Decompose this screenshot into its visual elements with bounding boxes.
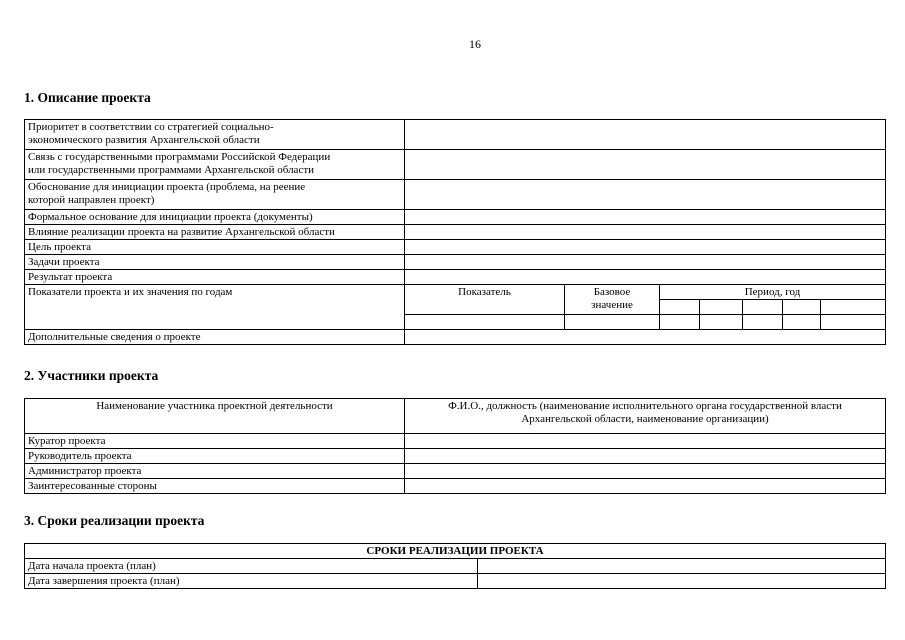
section-3-title: 3. Сроки реализации проекта (24, 513, 205, 528)
row-indicators-label: Показатели проекта и их значения по годам (25, 285, 405, 330)
period-value-cell[interactable] (660, 315, 700, 330)
page-number: 16 (469, 37, 481, 51)
period-value-cell[interactable] (700, 315, 743, 330)
row-formal-basis-value[interactable] (405, 210, 886, 225)
row-result-label: Результат проекта (25, 270, 405, 285)
row-justification-label: Обоснование для инициации проекта (проблема, на реение которой направлен проект) (25, 180, 405, 210)
project-description-table (24, 119, 886, 345)
period-year-cell[interactable] (660, 300, 700, 315)
row-programs-link-value[interactable] (405, 150, 886, 180)
row-priority-label: Приоритет в соответствии со стратегией социально- экономического развития Архангельской области (25, 120, 405, 150)
participants-table (24, 398, 886, 494)
row-leader-value[interactable] (405, 449, 886, 464)
row-impact-label: Влияние реализации проекта на развитие Архангельской области (25, 225, 405, 240)
base-value-header: Базовое значение (565, 285, 660, 315)
period-year-cell[interactable] (821, 300, 886, 315)
row-goal-value[interactable] (405, 240, 886, 255)
indicator-header: Показатель (405, 285, 565, 315)
row-justification-value[interactable] (405, 180, 886, 210)
period-year-cell[interactable] (783, 300, 821, 315)
timeline-header: СРОКИ РЕАЛИЗАЦИИ ПРОЕКТА (25, 544, 886, 559)
row-priority-value[interactable] (405, 120, 886, 150)
indicator-value-cell[interactable] (405, 315, 565, 330)
period-value-cell[interactable] (821, 315, 886, 330)
row-stakeholders-label: Заинтересованные стороны (25, 479, 405, 494)
base-value-cell[interactable] (565, 315, 660, 330)
participant-name-header: Наименование участника проектной деятельности (25, 399, 405, 434)
row-start-date-value[interactable] (478, 559, 886, 574)
row-administrator-label: Администратор проекта (25, 464, 405, 479)
row-additional-value[interactable] (405, 330, 886, 345)
row-tasks-value[interactable] (405, 255, 886, 270)
period-value-cell[interactable] (783, 315, 821, 330)
row-stakeholders-value[interactable] (405, 479, 886, 494)
row-curator-label: Куратор проекта (25, 434, 405, 449)
section-1-title: 1. Описание проекта (24, 90, 151, 105)
period-year-cell[interactable] (700, 300, 743, 315)
row-goal-label: Цель проекта (25, 240, 405, 255)
row-administrator-value[interactable] (405, 464, 886, 479)
period-year-cell[interactable] (743, 300, 783, 315)
period-value-cell[interactable] (743, 315, 783, 330)
period-header: Период, год (660, 285, 886, 300)
row-programs-link-label: Связь с государственными программами Российской Федерации или государственными программами Архангельской области (25, 150, 405, 180)
row-start-date-label: Дата начала проекта (план) (25, 559, 478, 574)
timeline-table (24, 543, 886, 589)
row-leader-label: Руководитель проекта (25, 449, 405, 464)
row-formal-basis-label: Формальное основание для инициации проекта (документы) (25, 210, 405, 225)
row-tasks-label: Задачи проекта (25, 255, 405, 270)
row-result-value[interactable] (405, 270, 886, 285)
participant-details-header: Ф.И.О., должность (наименование исполнительного органа государственной власти Архангельской области, наименование организации) (405, 399, 886, 434)
row-impact-value[interactable] (405, 225, 886, 240)
row-end-date-value[interactable] (478, 574, 886, 589)
row-additional-label: Дополнительные сведения о проекте (25, 330, 405, 345)
section-2-title: 2. Участники проекта (24, 368, 159, 383)
row-end-date-label: Дата завершения проекта (план) (25, 574, 478, 589)
row-curator-value[interactable] (405, 434, 886, 449)
